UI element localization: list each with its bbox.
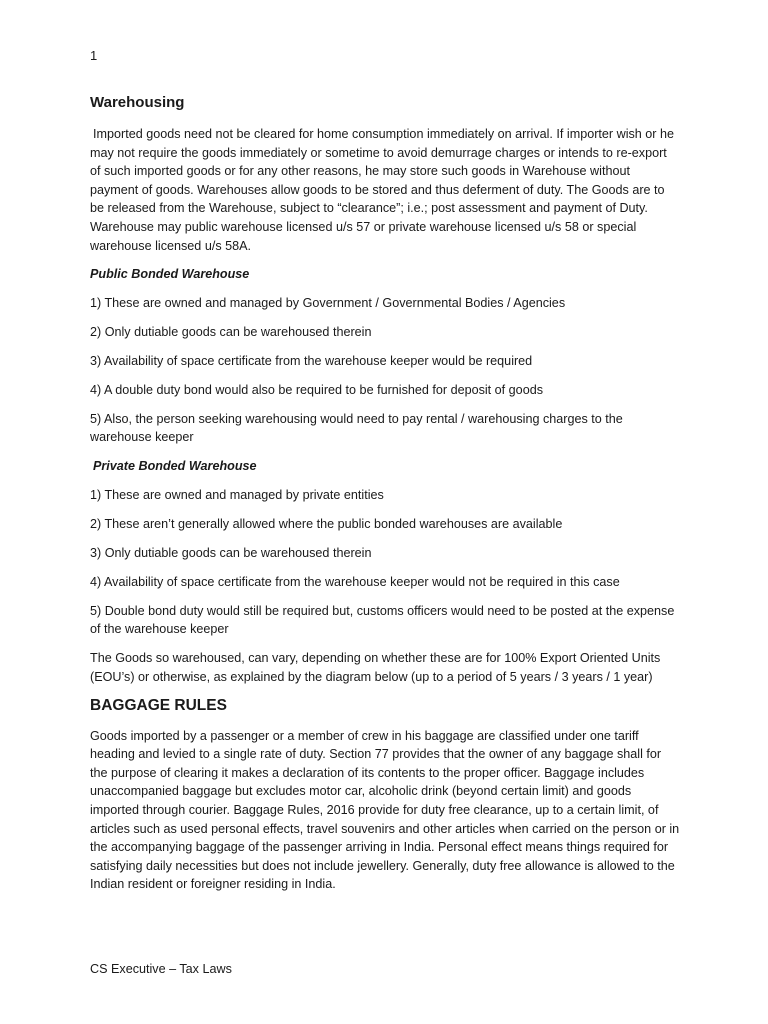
list-item: 3) Only dutiable goods can be warehoused therein	[90, 545, 372, 560]
list-item: 3) Availability of space certificate from the warehouse keeper would be required	[90, 353, 533, 368]
list-item: 1) These are owned and managed by private entities	[90, 487, 384, 502]
list-item: 4) Availability of space certificate from the warehouse keeper would not be required in this case	[90, 574, 620, 589]
warehousing-heading: Warehousing	[90, 94, 185, 111]
list-item: 2) These aren’t generally allowed where the public bonded warehouses are available	[90, 516, 563, 531]
page-footer: CS Executive – Tax Laws	[90, 962, 232, 976]
private-warehouse-list	[90, 486, 680, 639]
list-item: 5) Also, the person seeking warehousing would need to pay rental / warehousing charges to the warehouse keeper	[90, 411, 623, 445]
public-warehouse-list	[90, 294, 680, 447]
page-content	[90, 94, 680, 904]
list-item: 2) Only dutiable goods can be warehoused therein	[90, 324, 372, 339]
list-item: 1) These are owned and managed by Government / Governmental Bodies / Agencies	[90, 295, 566, 310]
warehousing-intro-paragraph: Imported goods need not be cleared for home consumption immediately on arrival. If importer wish or he may not require the goods immediately or sometime to avoid demurrage charges or intends to re-export of such imported goods or for any other reasons, he may store such goods in Warehouse without payment of goods. Warehouses allow goods to be stored and thus deferment of duty. The Goods are to be released from the Warehouse, subject to “clearance”; i.e.; post assessment and payment of Duty. Warehouse may public warehouse licensed u/s 57 or private warehouse licensed u/s 58 or special warehouse licensed u/s 58A.	[90, 127, 675, 253]
public-bonded-warehouse-heading: Public Bonded Warehouse	[90, 267, 250, 282]
page-number: 1	[90, 48, 98, 63]
warehousing-closing-paragraph: The Goods so warehoused, can vary, depending on whether these are for 100% Export Oriented Units (EOU’s) or otherwise, as explained by the diagram below (up to a period of 5 years / 3 years / 1 year)	[90, 651, 661, 684]
list-item: 5) Double bond duty would still be required but, customs officers would need to be posted at the expense of the warehouse keeper	[90, 603, 675, 637]
private-bonded-warehouse-heading: Private Bonded Warehouse	[93, 459, 257, 474]
baggage-rules-heading: BAGGAGE RULES	[90, 696, 227, 714]
list-item: 4) A double duty bond would also be required to be furnished for deposit of goods	[90, 382, 543, 397]
baggage-rules-paragraph: Goods imported by a passenger or a member of crew in his baggage are classified under one tariff heading and levied to a single rate of duty. Section 77 provides that the owner of any baggage shall for the purpose of clearing it makes a declaration of its contents to the proper officer. Baggage includes unaccompanied baggage but excludes motor car, alcoholic drink (beyond certain limit) and goods imported through courier. Baggage Rules, 2016 provide for duty free clearance, up to a certain limit, of articles such as used personal effects, travel souvenirs and other articles when carried on the person or in the accompanying baggage of the passenger arriving in India. Personal effect means things required for satisfying daily necessities but does not include jewellery. Generally, duty free allowance is allowed to the Indian resident or foreigner residing in India.	[90, 728, 680, 892]
